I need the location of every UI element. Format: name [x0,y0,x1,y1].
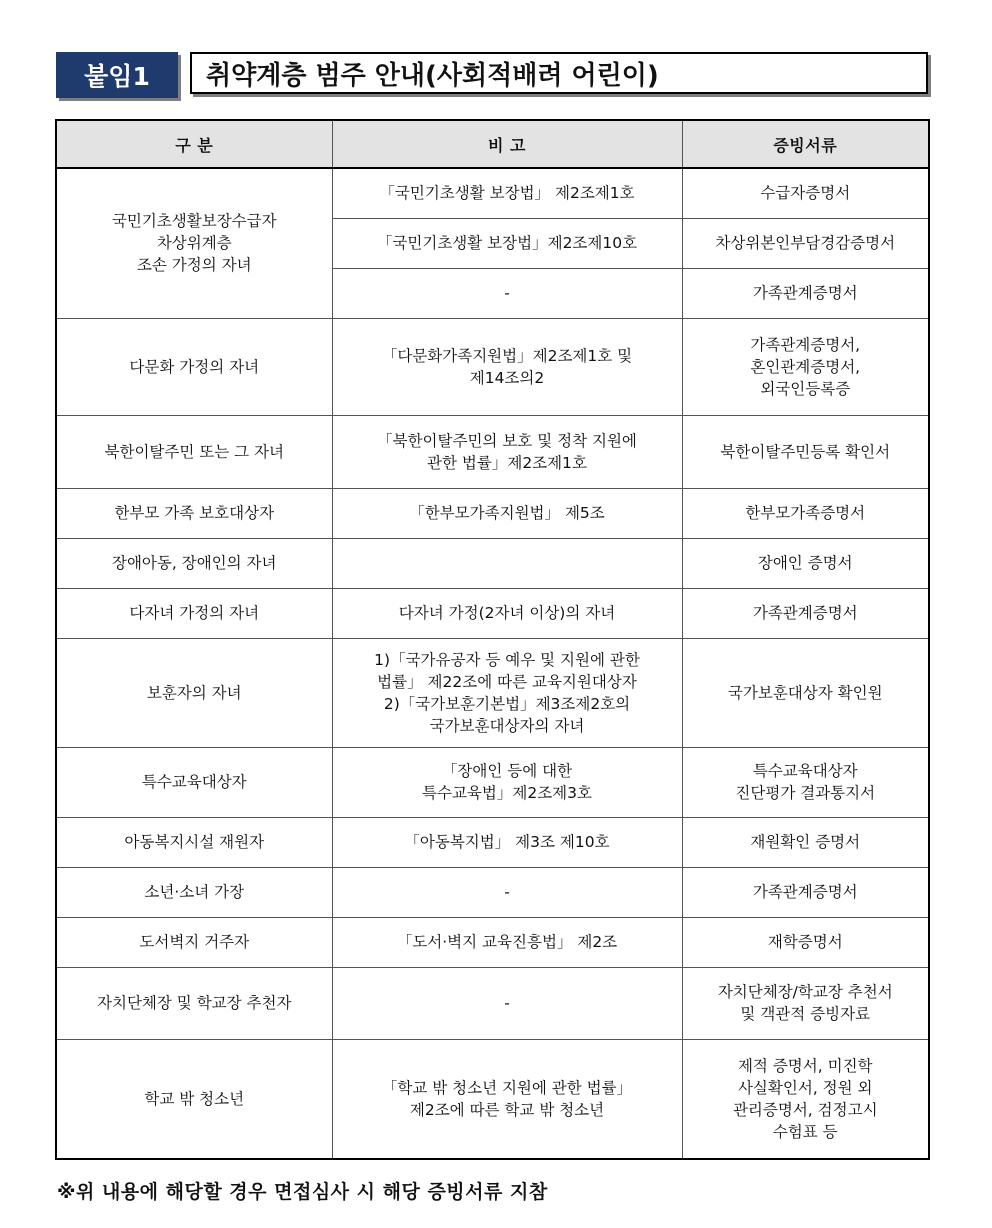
document-cell: 재원확인 증명서 [682,817,929,867]
note-cell: - [332,268,682,318]
category-cell: 아동복지시설 재원자 [56,817,332,867]
note-cell: 「국민기초생활 보장법」제2조제10호 [332,218,682,268]
footer-note: ※위 내용에 해당할 경우 면접심사 시 해당 증빙서류 지참 [57,1181,548,1203]
table-row [56,917,929,967]
table-row [56,168,929,218]
category-cell: 북한이탈주민 또는 그 자녀 [56,415,332,488]
column-header-note: 비 고 [332,120,682,168]
table-row [56,967,929,1039]
category-cell: 한부모 가족 보호대상자 [56,488,332,538]
note-cell: 「아동복지법」 제3조 제10호 [332,817,682,867]
table-row [56,588,929,638]
document-cell: 특수교육대상자 진단평가 결과통지서 [682,747,929,817]
table-row [56,638,929,747]
category-cell: 소년·소녀 가장 [56,867,332,917]
table-row [56,867,929,917]
category-cell: 다자녀 가정의 자녀 [56,588,332,638]
document-cell: 가족관계증명서 [682,268,929,318]
category-cell: 보훈자의 자녀 [56,638,332,747]
category-cell: 특수교육대상자 [56,747,332,817]
note-cell: 다자녀 가정(2자녀 이상)의 자녀 [332,588,682,638]
document-cell: 한부모가족증명서 [682,488,929,538]
table-row [56,747,929,817]
category-cell: 학교 밖 청소년 [56,1039,332,1159]
document-cell: 가족관계증명서 [682,867,929,917]
column-header-category: 구 분 [56,120,332,168]
document-cell: 북한이탈주민등록 확인서 [682,415,929,488]
category-cell: 도서벽지 거주자 [56,917,332,967]
document-cell: 수급자증명서 [682,168,929,218]
note-cell: - [332,967,682,1039]
category-cell: 자치단체장 및 학교장 추천자 [56,967,332,1039]
attachment-badge: 붙임1 [56,52,178,98]
table-row [56,415,929,488]
note-cell [332,538,682,588]
document-cell: 재학증명서 [682,917,929,967]
document-cell: 차상위본인부담경감증명서 [682,218,929,268]
table-row [56,488,929,538]
note-cell: 「장애인 등에 대한 특수교육법」제2조제3호 [332,747,682,817]
note-cell: 「도서·벽지 교육진흥법」 제2조 [332,917,682,967]
note-cell: 「북한이탈주민의 보호 및 정착 지원에 관한 법률」제2조제1호 [332,415,682,488]
note-cell: 「한부모가족지원법」 제5조 [332,488,682,538]
note-cell: 1)「국가유공자 등 예우 및 지원에 관한 법률」 제22조에 따른 교육지원대상자 2)「국가보훈기본법」제3조제2호의 국가보훈대상자의 자녀 [332,638,682,747]
document-cell: 장애인 증명서 [682,538,929,588]
column-header-documents: 증빙서류 [682,120,929,168]
category-cell: 다문화 가정의 자녀 [56,318,332,415]
table-row [56,1039,929,1159]
table-header-row [56,120,929,168]
note-cell: 「국민기초생활 보장법」 제2조제1호 [332,168,682,218]
table-row [56,538,929,588]
vulnerable-groups-table [55,119,930,1160]
category-cell: 장애아동, 장애인의 자녀 [56,538,332,588]
page-title: 취약계층 범주 안내(사회적배려 어린이) [190,52,928,94]
table-row [56,817,929,867]
category-cell: 국민기초생활보장수급자 차상위계층 조손 가정의 자녀 [56,168,332,318]
note-cell: 「다문화가족지원법」제2조제1호 및 제14조의2 [332,318,682,415]
document-cell: 국가보훈대상자 확인원 [682,638,929,747]
document-cell: 가족관계증명서, 혼인관계증명서, 외국인등록증 [682,318,929,415]
page-header [56,52,932,98]
document-cell: 가족관계증명서 [682,588,929,638]
note-cell: 「학교 밖 청소년 지원에 관한 법률」 제2조에 따른 학교 밖 청소년 [332,1039,682,1159]
note-cell: - [332,867,682,917]
document-cell: 자치단체장/학교장 추천서 및 객관적 증빙자료 [682,967,929,1039]
document-cell: 제적 증명서, 미진학 사실확인서, 정원 외 관리증명서, 검정고시 수험표 등 [682,1039,929,1159]
table-row [56,318,929,415]
